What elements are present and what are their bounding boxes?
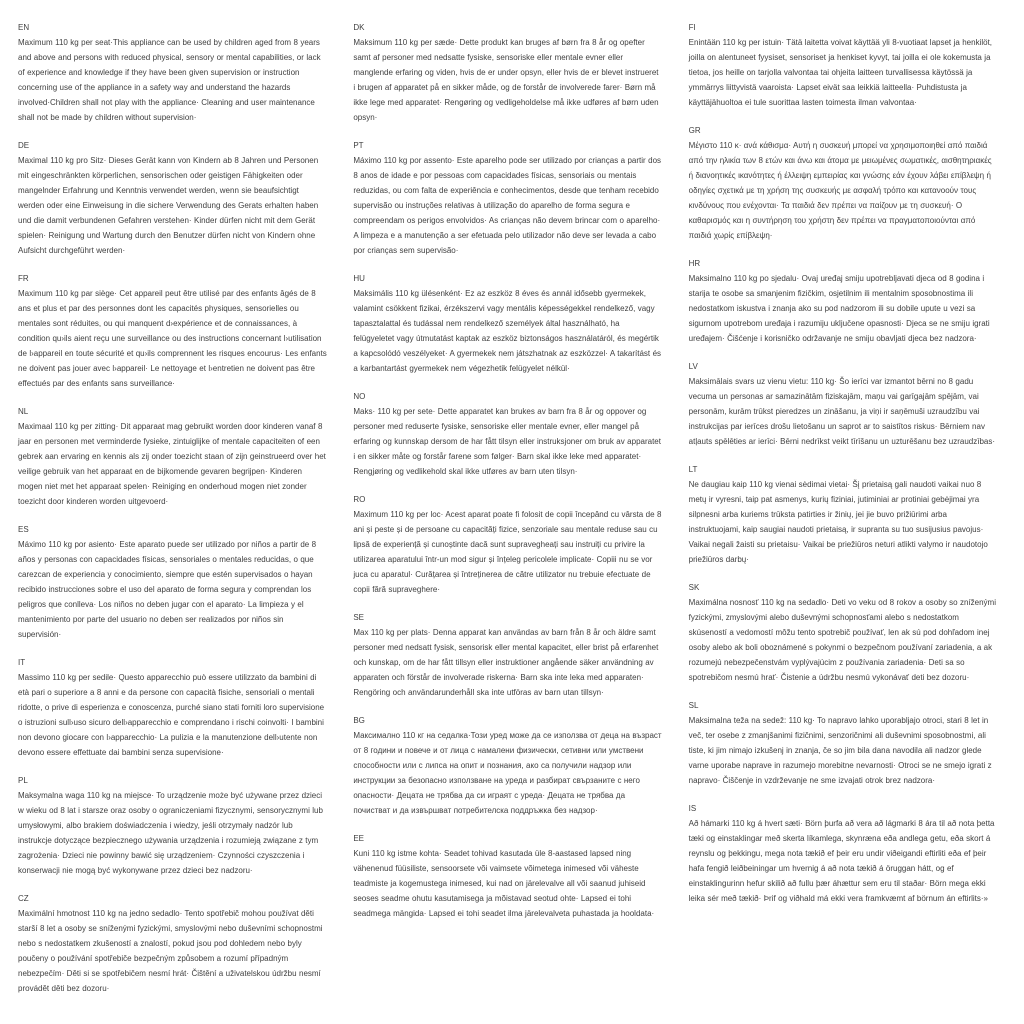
section-is (689, 801, 998, 906)
language-code-is: IS (688, 804, 697, 813)
section-lt (689, 462, 998, 567)
language-code-hu: HU (353, 274, 365, 283)
section-sl (689, 698, 998, 788)
section-no (353, 389, 662, 479)
section-hu (353, 271, 662, 376)
section-ro (353, 492, 662, 597)
instruction-text-no: Maks· 110 kg per sete· Dette apparatet kan brukes av barn fra 8 år og oppover og personer med reduserte fysiske, sensoriske eller mentale evner, eller mangel på erfaring og kunnskap dersom de har fått tilsyn eller instruksjoner om bruk av apparatet i en sikker måte og forstår farene som følger· Barn skal ikke leke med apparatet· Rengjøring og vedlikehold skal ikke utføres av barn uten tilsyn· (353, 407, 661, 476)
instruction-text-gr: Μέγιστο 110 κ· ανά κάθισμα· Αυτή η συσκευή μπορεί να χρησιμοποιηθεί από παιδιά από την ηλικία των 8 ετών και άνω και άτομα με μειωμένες σωματικές, αισθητηριακές ή διανοητικές ικανότητες ή έλλειψη εμπειρίας και γνώσης εάν έχουν λάβει επίβλεψη ή οδηγίες σχετικά με τη χρήση της συσκευής με ασφαλή τρόπο και κατανοούν τους κινδύνους που ενέχονται· Τα παιδιά δεν πρέπει να παίζουν με τη συσκευή· Ο καθαρισμός και η συντήρηση του χρήστη δεν πρέπει να πραγματοποιούνται από παιδιά χωρίς επίβλεψη· (688, 141, 992, 240)
section-es (18, 522, 327, 642)
language-code-sk: SK (688, 583, 700, 592)
section-gr (689, 123, 998, 243)
instruction-text-bg: Максимално 110 кг на седалка·Този уред може да се използва от деца на възраст от 8 години и повече и от лица с намалени физически, сетивни или умствени способности или с липса на опит и познания, ако са получили надзор или инструкции за безопасно използване на уреда и разбират свързаните с него опасности· Децата не трябва да си играят с уреда· Децата не трябва да почистват и да извършват потребителска поддръжка без надзор· (353, 731, 662, 815)
section-ee (353, 831, 662, 921)
language-code-es: ES (18, 525, 29, 534)
section-hr (689, 256, 998, 346)
instruction-text-nl: Maximaal 110 kg per zitting· Dit apparaat mag gebruikt worden door kinderen vanaf 8 jaar en personen met verminderde fysieke, zintuiglijke of mentale capaciteiten of een gebrek aan ervaring en kennis als zij onder toezicht staan of zijn geinstrueerd over het veilige gebruik van het apparaat en de bijkomende gevaren begrijpen· Kinderen mogen niet met het apparaat spelen· Reiniging en onderhoud mogen niet zonder toezicht door kinderen worden uitgevoerd· (18, 422, 326, 506)
instruction-text-it: Massimo 110 kg per sedile· Questo apparecchio può essere utilizzato da bambini di età pari o superiore a 8 anni e da persone con capacità fisiche, sensoriali o mentali ridotte, o prive di esperienza e conoscenza, purché siano stati forniti loro supervisione o istruzioni sull›uso sicuro dell›apparecchio e comprendano i rischi coinvolti· I bambini non devono giocare con l›apparecchio· La pulizia e la manutenzione dell›utente non devono essere effettuate dai bambini senza supervisione· (18, 673, 325, 757)
column-3 (689, 20, 998, 1014)
language-code-ee: EE (353, 834, 364, 843)
section-lv (689, 359, 998, 449)
section-sk (689, 580, 998, 685)
instruction-text-sk: Maximálna nosnosť 110 kg na sedadlo· Deti vo veku od 8 rokov a osoby so zníženými fyzickými, zmyslovými alebo duševnými schopnosťami alebo s nedostatkom skúseností a vedomostí môžu tento spotrebič používať, len ak sú pod dohľadom inej osoby alebo ak boli oboznámené s pokynmi o bezpečnom používaní zariadenia, a ak rozumejú nebezpečenstvám vyplývajúcim z používania zariadenia· Deti sa so spotrebičom nesmú hrať· Čistenie a údržbu nesmú vykonávať deti bez dozoru· (688, 598, 997, 682)
section-dk (353, 20, 662, 125)
section-cz (18, 891, 327, 996)
instruction-text-pl: Maksymalna waga 110 kg na miejsce· To urządzenie może być używane przez dzieci w wieku od 8 lat i starsze oraz osoby o ograniczeniami fizycznymi, sensorycznymi lub umysłowymi, albo brakiem doświadczenia i wiedzy, jeśli otrzymały nadzór lub instrukcje dotyczące bezpiecznego używania urządzenia i rozumieją związane z tym zagrożenia· Dzieci nie powinny bawić się urządzeniem· Czynności czyszczenia i konserwacji nie mogą być wykonywane przez dzieci bez nadzoru· (18, 791, 323, 875)
language-code-pt: PT (353, 141, 364, 150)
column-2 (353, 20, 662, 1014)
section-fi (689, 20, 998, 110)
section-se (353, 610, 662, 700)
language-code-dk: DK (353, 23, 365, 32)
instruction-text-pt: Máximo 110 kg por assento· Este aparelho pode ser utilizado por crianças a partir dos 8 anos de idade e por pessoas com capacidades físicas, sensoriais ou mentais reduzidas, ou com falta de experiência e conhecimentos, desde que tenham recebido supervisão ou instruções relativas à utilização do aparelho de forma segura e compreendam os perigos envolvidos· As crianças não devem brincar com o aparelho· A limpeza e a manutenção a ser efetuada pelo utilizador não deve ser levada a cabo por crianças sem supervisão· (353, 156, 662, 255)
section-pt (353, 138, 662, 258)
instruction-text-es: Máximo 110 kg por asiento· Este aparato puede ser utilizado por niños a partir de 8 años y personas con capacidades físicas, sensoriales o mentales reducidas, o que carezcan de experiencia y conocimiento, siempre que estén supervisados o hayan recibido instrucciones sobre el uso del aparato de forma segura y comprendan los peligros que conlleva· Los niños no deben jugar con el aparato· La limpieza y el mantenimiento por parte del usuario no deben ser realizados por niños sin supervisión· (18, 540, 317, 639)
instruction-text-de: Maximal 110 kg pro Sitz· Dieses Gerät kann von Kindern ab 8 Jahren und Personen mit eingeschränkten körperlichen, sensorischen oder geistigen Fähigkeiten oder mangelnder Erfahrung und Kenntnis verwendet werden, wenn sie beaufsichtigt werden oder eine Einweisung in die sichere Verwendung des Gerats erhalten haben und die damit verbundenen Gefahren verstehen· Kinder dürfen nicht mit dem Gerät spielen· Reinigung und Wartung durch den Benutzer dürfen nicht von Kindern ohne Aufsicht durchgeführt werden· (18, 156, 319, 255)
instruction-text-ee: Kuni 110 kg istme kohta· Seadet tohivad kasutada üle 8-aastased lapsed ning vähenenud füüsiliste, sensoorsete või vaimsete võimetega inimesed või väheste teadmiste ja kogemustega inimesed, kui nad on järelevalve all või saanud juhiseid seoses seadme ohutu kasutamisega ja mõistavad seotud ohte· Lapsed ei tohi seadmega mängida· Lapsed ei tohi seadet ilma järelevalveta puhastada ja hooldata· (353, 849, 655, 918)
instruction-text-cz: Maximální hmotnost 110 kg na jedno sedadlo· Tento spotřebič mohou používat děti starší 8 let a osoby se sníženými fyzickými, smyslovými nebo duševními schopnostmi nebo s nedostatkem zkušeností a znalostí, pokud jsou pod dohledem nebo byly poučeny o používání spotřebiče bezpečným způsobem a rozumí případným nebezpečím· Děti si se spotřebičem nesmí hrát· Čištění a uživatelskou údržbu nesmí provádět děti bez dozoru· (18, 909, 323, 993)
section-en (18, 20, 327, 125)
language-code-se: SE (353, 613, 364, 622)
instruction-text-en: Maximum 110 kg per seat·This appliance can be used by children aged from 8 years and above and persons with reduced physical, sensory or mental capabilities, or lack of experience and knowledge if they have been given supervision or instruction concerning use of the appliance in a safety way and understand the hazards involved·Children shall not play with the appliance· Cleaning and user maintenance shall not be made by children without supervision· (18, 38, 321, 122)
instruction-text-ro: Maximum 110 kg per loc· Acest aparat poate fi folosit de copii începând cu vârsta de 8 ani și peste și de persoane cu capacități fizice, senzoriale sau mentale reduse sau cu lipsă de experiență și cunoștinte dacă sunt supravegheați sau instruiți cu privire la utilizarea aparatului într-un mod sigur și înțeleg pericolele implicate· Copiii nu se vor juca cu aparatul· Curățarea și întreținerea de către utilizator nu trebuie efectuate de copii fără supraveghere· (353, 510, 662, 594)
language-code-hr: HR (688, 259, 701, 268)
instruction-text-lv: Maksimālais svars uz vienu vietu: 110 kg· Šo ierīci var izmantot bērni no 8 gadu vecuma un personas ar samazinātām fiziskajām, maņu vai garīgajām spējām, vai personām, kurām trūkst pieredzes un zināšanu, ja viņi ir saņēmuši uzraudzību vai instrukcijas par ierīces drošu lietošanu un saprot ar to saistītos riskus· Bērniem nav atļauts spēlēties ar ierīci· Bērni nedrīkst veikt tīrīšanu un uzturēšanu bez uzraudzības· (688, 377, 996, 446)
instruction-text-dk: Maksimum 110 kg per sæde· Dette produkt kan bruges af børn fra 8 år og opefter samt af personer med nedsatte fysiske, sensoriske eller mentale evner eller manglende erfaring og viden, hvis de er under opsyn, eller hvis de er blevet instrueret i brugen af apparatet på en sikker måde, og de forstår de involverede farer· Børn må ikke lege med apparatet· Rengøring og vedligeholdelse må ikke udføres af børn uden opsyn· (353, 38, 659, 122)
instruction-text-hr: Maksimalno 110 kg po sjedalu· Ovaj uređaj smiju upotrebljavati djeca od 8 godina i starija te osobe sa smanjenim fizičkim, osjetilnim ili mentalnim sposobnostima ili nedostatkom iskustva i znanja ako su pod nadzorom ili su dobile upute u vezi sa sigurnom upotrebom uređaja i razumiju uključene opasnosti· Djeca se ne smiju igrati uređajem· Čišćenje i korisničko održavanje ne smiju obavljati djeca bez nadzora· (688, 274, 990, 343)
instruction-text-hu: Maksimális 110 kg ülésenként· Ez az eszköz 8 éves és annál idősebb gyermekek, valamint csökkent fizikai, érzékszervi vagy mentális képességekkel rendelkező, vagy tapasztalattal és tudással nem rendelkező személyek által használható, ha felügyeletet vagy útmutatást kaptak az eszköz biztonságos használatáról, és megértik a kapcsolódó veszélyeket· A gyermekek nem játszhatnak az eszközzel· A takarítást és a karbantartást gyermekek nem végezhetik felügyelet nélkül· (353, 289, 662, 373)
section-de (18, 138, 327, 258)
language-code-cz: CZ (18, 894, 29, 903)
section-pl (18, 773, 327, 878)
language-code-fi: FI (688, 23, 696, 32)
instruction-text-is: Að hámarki 110 kg á hvert sæti· Börn þurfa að vera að lágmarki 8 ára til að nota þetta tæki og einstaklingar með skerta líkamlega, skynræna eða andlega getu, eða skort á reynslu og þekkingu, mega nota tækið ef þeir eru undir viðeigandi eftirliti eða ef þeir hafa fengið leiðbeiningar um hvernig á að nota tækið á öruggan hátt, og ef einstaklingurinn hefur skilið að fullu þær áhættur sem eru til staðar· Börn mega ekki leika sér með tækið· Þrif og viðhald má ekki vera framkvæmt af börnum án eftirlits·» (688, 819, 995, 903)
language-code-de: DE (18, 141, 30, 150)
language-code-fr: FR (18, 274, 29, 283)
language-code-en: EN (18, 23, 30, 32)
language-code-no: NO (353, 392, 366, 401)
instruction-text-fr: Maximum 110 kg par siège· Cet appareil peut être utilisé par des enfants âgés de 8 ans et plus et par des personnes dont les capacités physiques, sensorielles ou mentales sont réduites, ou qui manquent d›expérience et de connaissances, à condition qu›ils aient reçu une surveillance ou des instructions concernant l›utilisation de l›appareil en toute sécurité et qu›ils comprennent les risques encourus· Les enfants ne doivent pas jouer avec l›appareil· Le nettoyage et l›entretien ne doivent pas être effectués par des enfants sans surveillance· (18, 289, 327, 388)
section-bg (353, 713, 662, 818)
language-code-it: IT (18, 658, 26, 667)
language-code-ro: RO (353, 495, 366, 504)
language-code-pl: PL (18, 776, 28, 785)
language-code-gr: GR (688, 126, 701, 135)
language-code-nl: NL (18, 407, 29, 416)
instruction-text-lt: Ne daugiau kaip 110 kg vienai sėdimai vietai· Šį prietaisą gali naudoti vaikai nuo 8 metų ir vyresni, taip pat asmenys, kurių fiziniai, jutiminiai ar protiniai gebėjimai yra silpnesni arba kuriems trūksta patirties ir žinių, jei jie buvo prižiūrimi arba instruktuojami, kaip saugiai naudoti prietaisą, ir supranta su tuo susijusius pavojus· Vaikai negali žaisti su prietaisu· Vaikai be priežiūros neturi atlikti valymo ir naudotojo priežiūros darbų· (688, 480, 988, 564)
instruction-text-sl: Maksimalna teža na sedež: 110 kg· To napravo lahko uporabljajo otroci, stari 8 let in več, ter osebe z zmanjšanimi fizičnimi, senzoričnimi ali duševnimi sposobnostmi, ali tiste, ki jim nimajo izkušenj in znanja, če so jim bila dana navodila ali nadzor glede varne uporabe naprave in razumejo morebitne nevarnosti· Otroci se ne smejo igrati z napravo· Čiščenje in vzdrževanje ne sme izvajati otrok brez nadzora· (688, 716, 992, 785)
language-code-lt: LT (688, 465, 698, 474)
section-fr (18, 271, 327, 391)
instruction-text-se: Max 110 kg per plats· Denna apparat kan användas av barn från 8 år och äldre samt personer med nedsatt fysisk, sensorisk eller mental kapacitet, eller brist på erfarenhet och kunskap, om de har fått tillsyn eller instruktioner angående säker användning av apparaten och förstår de involverade riskerna· Barn ska inte leka med apparaten· Rengöring och användarunderhåll ska inte utföras av barn utan tillsyn· (353, 628, 659, 697)
section-it (18, 655, 327, 760)
language-code-bg: BG (353, 716, 365, 725)
language-code-lv: LV (688, 362, 698, 371)
section-nl (18, 404, 327, 509)
language-code-sl: SL (688, 701, 699, 710)
instruction-text-fi: Enintään 110 kg per istuin· Tätä laitetta voivat käyttää yli 8-vuotiaat lapset ja henkilöt, joilla on alentuneet fyysiset, sensoriset ja henkiset kyvyt, tai joilla ei ole kokemusta ja tietoa, jos heille on tarjolla valvontaa tai ohjeita laitteen turvallisessa käytössä ja ymmärrys liittyvistä vaaroista· Lapset eivät saa leikkiä laitteella· Puhdistusta ja käyttäjähuoltoa ei tule suorittaa lasten toimesta ilman valvontaa· (688, 38, 993, 107)
column-1 (18, 20, 327, 1014)
